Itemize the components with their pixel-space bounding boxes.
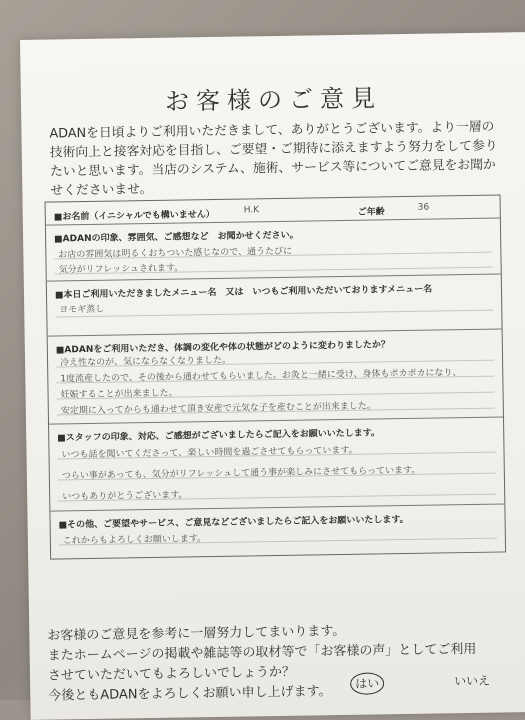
no-option[interactable]: いいえ [454, 673, 491, 689]
other-row [50, 503, 505, 558]
footer-line-4: 今後ともADANをよろしくお願い申し上げます。 [48, 684, 332, 704]
page-title: お客様のご意見 [164, 84, 383, 116]
footer-line-3: させていただいてもよろしいでしょうか？ [47, 664, 296, 684]
condition-answer-4: 安定期に入ってからも通わせて頂き安産で元気な子を産むことが出来ました。 [60, 401, 376, 417]
condition-answer-2: 1度流産したので、その後から通わせてもらいました。お灸と一緒に受け、身体もポカポカになり、 [60, 368, 462, 385]
condition-label: ■ADANをご利用いただき、体調の変化や体の状態がどのように変わりましたか？ [55, 340, 391, 356]
condition-answer-1: 冷え性なのが、気にならなくなりました。 [60, 355, 232, 369]
name-value: H.K [243, 205, 260, 216]
yes-option[interactable]: はい [350, 672, 384, 695]
impression-label: ■ADANの印象、雰囲気、ご感想など お聞かせください。 [54, 230, 299, 245]
intro-text: ADANを日頃よりご利用いただきまして、ありがとうございます。より一層の技術向上と接客対応を目指し、ご要望・ご期待に添えますよう努力をして参りたいと思います。当店のシステム、施術、サービス等についてご意見をお聞かせくださいませ。 [49, 119, 498, 199]
impression-answer-2: 気分がリフレッシュされます。 [58, 263, 184, 276]
other-answer: これからもよろしくお願いします。 [62, 534, 207, 547]
menu-answer: ヨモギ蒸し [59, 304, 105, 316]
age-value: 36 [417, 202, 430, 213]
feedback-form [45, 194, 507, 559]
age-label: ご年齢 [357, 207, 385, 218]
menu-line [55, 310, 493, 318]
footer-line-2: またホームページの掲載や雑誌等の取材等で「お客様の声」としてご利用 [47, 641, 477, 664]
condition-answer-3: 妊娠することが出来ました。 [60, 388, 178, 401]
footer-text [47, 619, 518, 706]
menu-label: ■本日ご利用いただきましたメニュー名 又は いつもご利用いただいておりますメニュー名 [54, 284, 433, 301]
staff-answer-1: いつも話を聞いてくださって、楽しい時間を過ごさせてもらっています。 [61, 445, 358, 461]
feedback-sheet [20, 32, 525, 720]
name-label: ■お名前（イニシャルでも構いません） [53, 209, 215, 223]
menu-row [47, 273, 502, 336]
staff-label: ■スタッフの印象、対応、ご感想がございましたらご記入をお願いいたします。 [57, 428, 381, 444]
condition-row [48, 328, 503, 424]
impression-row [46, 217, 501, 281]
staff-row [49, 416, 504, 511]
staff-answer-2: つらい事があっても、気分がリフレッシュして通う事が楽しみにさせてもらっています。 [61, 465, 421, 482]
impression-answer-1: お店の雰囲気は明るくおちついた感じなので、通うたびに [58, 246, 293, 261]
footer-line-1: お客様のご意見を参考に一層努力してまいります。 [47, 623, 346, 644]
other-label: ■その他、ご要望やサービス、ご意見などございましたらご記入をお願いいたします。 [58, 514, 409, 531]
staff-answer-3: いつもありがとうございます。 [62, 490, 188, 503]
